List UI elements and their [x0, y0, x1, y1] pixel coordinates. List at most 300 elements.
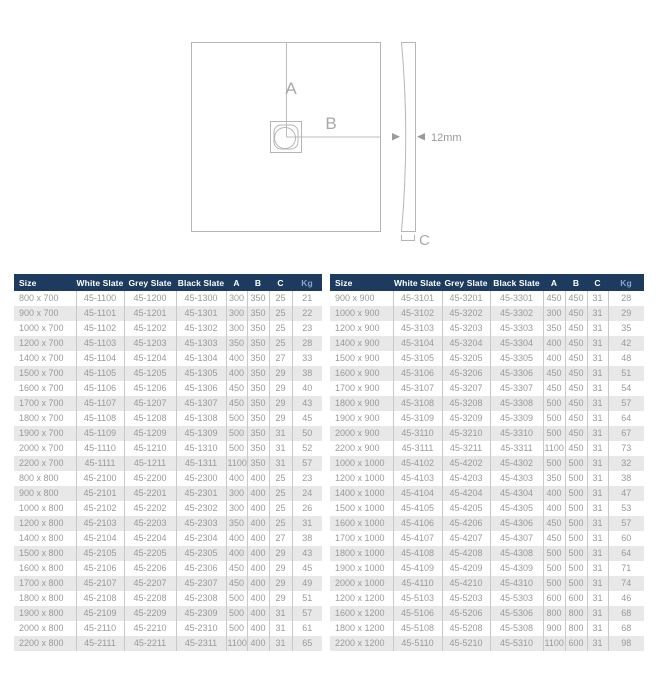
- spec-cell: 45-1307: [176, 396, 226, 411]
- spec-cell: 400: [543, 486, 565, 501]
- spec-cell: 400: [226, 531, 247, 546]
- spec-cell: 1100: [226, 456, 247, 471]
- spec-cell: 45-3211: [442, 441, 490, 456]
- spec-cell: 300: [543, 306, 565, 321]
- col-header-size: Size: [330, 274, 393, 291]
- spec-cell: 45-3302: [490, 306, 543, 321]
- spec-cell: 45-1106: [76, 381, 124, 396]
- size-cell: 1800 x 800: [19, 593, 64, 603]
- spec-cell: 350: [247, 336, 269, 351]
- spec-cell: 500: [226, 411, 247, 426]
- spec-cell: 31: [587, 441, 608, 456]
- size-cell: 1800 x 1200: [335, 623, 385, 633]
- spec-cell: 64: [608, 546, 644, 561]
- col-header-b: B: [565, 274, 587, 291]
- spec-cell: 25: [269, 471, 292, 486]
- spec-cell: 38: [608, 471, 644, 486]
- size-cell: 1200 x 800: [14, 516, 76, 531]
- spec-cell: 400: [247, 561, 269, 576]
- spec-cell: 800: [565, 606, 587, 621]
- spec-cell: 500: [543, 426, 565, 441]
- spec-row: [330, 411, 644, 426]
- spec-cell: 450: [565, 441, 587, 456]
- spec-cell: 31: [587, 366, 608, 381]
- spec-cell: 45-4105: [393, 501, 442, 516]
- size-cell: 1500 x 900: [335, 353, 380, 363]
- spec-table-right-header: [330, 274, 644, 291]
- spec-cell: 45-3102: [393, 306, 442, 321]
- spec-cell: 45-3202: [442, 306, 490, 321]
- spec-row: [330, 606, 644, 621]
- spec-cell: 45-2201: [124, 486, 176, 501]
- spec-cell: 45-3106: [393, 366, 442, 381]
- spec-cell: 500: [565, 456, 587, 471]
- spec-cell: 60: [608, 531, 644, 546]
- spec-cell: 45-2303: [176, 516, 226, 531]
- spec-cell: 29: [269, 381, 292, 396]
- spec-cell: 450: [226, 576, 247, 591]
- size-cell: 1200 x 700: [14, 336, 76, 351]
- spec-cell: 31: [587, 546, 608, 561]
- col-header-grey-slate: Grey Slate: [124, 274, 176, 291]
- spec-cell: 45-1201: [124, 306, 176, 321]
- spec-cell: 31: [269, 456, 292, 471]
- spec-cell: 45-3307: [490, 381, 543, 396]
- spec-row: [14, 396, 322, 411]
- spec-row: [330, 366, 644, 381]
- spec-cell: 45-2211: [124, 636, 176, 651]
- size-cell: 1800 x 700: [19, 413, 64, 423]
- spec-row: [14, 636, 322, 651]
- spec-row: [14, 336, 322, 351]
- spec-row: [330, 486, 644, 501]
- spec-cell: 45-4107: [393, 531, 442, 546]
- spec-cell: 61: [292, 621, 322, 636]
- spec-row: [14, 426, 322, 441]
- spec-cell: 29: [269, 576, 292, 591]
- spec-cell: 300: [226, 291, 247, 306]
- spec-row: [330, 576, 644, 591]
- spec-row: [330, 306, 644, 321]
- spec-cell: 45-2206: [124, 561, 176, 576]
- spec-cell: 45-1101: [76, 306, 124, 321]
- spec-cell: 500: [543, 561, 565, 576]
- size-cell: 1000 x 800: [19, 503, 64, 513]
- size-cell: 900 x 700: [14, 306, 76, 321]
- spec-cell: 600: [565, 636, 587, 651]
- spec-cell: 27: [269, 531, 292, 546]
- spec-cell: 45-2207: [124, 576, 176, 591]
- spec-cell: 45-1303: [176, 336, 226, 351]
- spec-cell: 400: [247, 486, 269, 501]
- spec-row: [14, 576, 322, 591]
- spec-cell: 45-2301: [176, 486, 226, 501]
- spec-cell: 45-2308: [176, 591, 226, 606]
- size-cell: 1600 x 1000: [330, 516, 393, 531]
- spec-row: [330, 591, 644, 606]
- size-cell: 1600 x 900: [330, 366, 393, 381]
- spec-row: [330, 471, 644, 486]
- spec-cell: 31: [587, 486, 608, 501]
- spec-cell: 31: [587, 426, 608, 441]
- spec-cell: 400: [247, 576, 269, 591]
- spec-row: [14, 621, 322, 636]
- spec-cell: 25: [269, 501, 292, 516]
- col-header-b: B: [247, 274, 269, 291]
- spec-cell: 46: [608, 591, 644, 606]
- spec-cell: 350: [226, 336, 247, 351]
- spec-cell: 500: [565, 561, 587, 576]
- spec-cell: 350: [247, 291, 269, 306]
- spec-cell: 450: [565, 291, 587, 306]
- col-header-kg: Kg: [608, 274, 644, 291]
- spec-cell: 45-5110: [393, 636, 442, 651]
- spec-cell: 450: [565, 351, 587, 366]
- spec-cell: 45-1302: [176, 321, 226, 336]
- spec-table-right: [330, 274, 644, 651]
- spec-cell: 500: [565, 576, 587, 591]
- spec-cell: 45-1300: [176, 291, 226, 306]
- spec-cell: 45-5203: [442, 591, 490, 606]
- spec-cell: 45-5106: [393, 606, 442, 621]
- size-cell: 1700 x 800: [14, 576, 76, 591]
- spec-cell: 45-1208: [124, 411, 176, 426]
- spec-cell: 45-3310: [490, 426, 543, 441]
- spec-cell: 400: [247, 531, 269, 546]
- spec-cell: 73: [608, 441, 644, 456]
- spec-cell: 45-4202: [442, 456, 490, 471]
- spec-cell: 45-2305: [176, 546, 226, 561]
- size-cell: 1400 x 900: [330, 336, 393, 351]
- spec-cell: 45-1202: [124, 321, 176, 336]
- spec-row: [14, 501, 322, 516]
- spec-cell: 45-5206: [442, 606, 490, 621]
- spec-cell: 450: [565, 321, 587, 336]
- spec-cell: 45-3207: [442, 381, 490, 396]
- arrow-right-icon: [392, 133, 400, 141]
- spec-row: [330, 381, 644, 396]
- spec-cell: 45-1204: [124, 351, 176, 366]
- spec-cell: 45-4109: [393, 561, 442, 576]
- spec-cell: 45-5103: [393, 591, 442, 606]
- spec-cell: 31: [587, 381, 608, 396]
- spec-cell: 45-2309: [176, 606, 226, 621]
- spec-row: [14, 546, 322, 561]
- spec-cell: 350: [226, 516, 247, 531]
- spec-cell: 31: [269, 636, 292, 651]
- spec-cell: 45-3311: [490, 441, 543, 456]
- spec-cell: 45-3305: [490, 351, 543, 366]
- size-cell: 2000 x 800: [19, 623, 64, 633]
- spec-row: [14, 306, 322, 321]
- size-cell: 1900 x 900: [335, 413, 380, 423]
- spec-cell: 65: [292, 636, 322, 651]
- spec-row: [14, 516, 322, 531]
- spec-cell: 45-3301: [490, 291, 543, 306]
- spec-cell: 45-2111: [76, 636, 124, 651]
- spec-cell: 31: [587, 501, 608, 516]
- spec-cell: 28: [292, 336, 322, 351]
- spec-cell: 53: [608, 501, 644, 516]
- spec-cell: 600: [543, 591, 565, 606]
- spec-cell: 45-1210: [124, 441, 176, 456]
- spec-cell: 45-1304: [176, 351, 226, 366]
- spec-cell: 42: [608, 336, 644, 351]
- spec-cell: 31: [292, 516, 322, 531]
- spec-cell: 31: [587, 576, 608, 591]
- spec-cell: 400: [226, 471, 247, 486]
- spec-cell: 350: [247, 381, 269, 396]
- spec-cell: 45-1205: [124, 366, 176, 381]
- spec-cell: 400: [247, 516, 269, 531]
- spec-row: [14, 531, 322, 546]
- spec-cell: 400: [543, 351, 565, 366]
- spec-cell: 29: [269, 366, 292, 381]
- spec-cell: 29: [608, 306, 644, 321]
- spec-cell: 45-4108: [393, 546, 442, 561]
- spec-cell: 45-5306: [490, 606, 543, 621]
- spec-cell: 67: [608, 426, 644, 441]
- spec-cell: 45-2104: [76, 531, 124, 546]
- spec-cell: 45-2208: [124, 591, 176, 606]
- header-row: [330, 274, 644, 291]
- spec-cell: 1100: [543, 441, 565, 456]
- size-cell: 1000 x 1000: [330, 456, 393, 471]
- spec-cell: 45-1109: [76, 426, 124, 441]
- col-header-size: Size: [14, 274, 76, 291]
- spec-cell: 45-4207: [442, 531, 490, 546]
- spec-cell: 57: [292, 606, 322, 621]
- spec-cell: 45-2307: [176, 576, 226, 591]
- spec-cell: 45-2106: [76, 561, 124, 576]
- spec-cell: 45-4110: [393, 576, 442, 591]
- spec-cell: 400: [247, 606, 269, 621]
- spec-cell: 45-1100: [76, 291, 124, 306]
- spec-cell: 45-2203: [124, 516, 176, 531]
- size-cell: 2000 x 1000: [330, 576, 393, 591]
- spec-cell: 450: [543, 516, 565, 531]
- spec-cell: 45-4210: [442, 576, 490, 591]
- spec-cell: 45-2200: [124, 471, 176, 486]
- spec-cell: 45-3105: [393, 351, 442, 366]
- spec-cell: 45-1308: [176, 411, 226, 426]
- spec-row: [330, 621, 644, 636]
- spec-cell: 350: [543, 471, 565, 486]
- spec-cell: 45-4209: [442, 561, 490, 576]
- spec-cell: 54: [608, 381, 644, 396]
- spec-row: [14, 471, 322, 486]
- spec-cell: 31: [587, 561, 608, 576]
- spec-cell: 45-5310: [490, 636, 543, 651]
- spec-cell: 500: [565, 486, 587, 501]
- spec-cell: 31: [587, 621, 608, 636]
- spec-cell: 350: [247, 351, 269, 366]
- dim-b-label: B: [325, 114, 337, 133]
- spec-cell: 45-1310: [176, 441, 226, 456]
- spec-cell: 25: [269, 486, 292, 501]
- spec-cell: 45-2103: [76, 516, 124, 531]
- spec-cell: 45-4304: [490, 486, 543, 501]
- spec-row: [14, 441, 322, 456]
- spec-cell: 450: [565, 336, 587, 351]
- spec-cell: 45-4205: [442, 501, 490, 516]
- col-header-a: A: [543, 274, 565, 291]
- spec-cell: 33: [292, 351, 322, 366]
- spec-cell: 500: [543, 546, 565, 561]
- spec-cell: 600: [565, 591, 587, 606]
- spec-cell: 45-1209: [124, 426, 176, 441]
- spec-cell: 450: [543, 531, 565, 546]
- spec-cell: 1100: [543, 636, 565, 651]
- spec-cell: 450: [543, 381, 565, 396]
- spec-cell: 45-1206: [124, 381, 176, 396]
- size-cell: 1600 x 800: [19, 563, 64, 573]
- spec-cell: 500: [565, 516, 587, 531]
- spec-cell: 29: [269, 411, 292, 426]
- spec-row: [14, 321, 322, 336]
- spec-cell: 450: [565, 411, 587, 426]
- spec-cell: 800: [565, 621, 587, 636]
- spec-cell: 45-3203: [442, 321, 490, 336]
- size-cell: 1000 x 700: [19, 323, 64, 333]
- spec-cell: 68: [608, 606, 644, 621]
- spec-cell: 45-2304: [176, 531, 226, 546]
- spec-cell: 45-3210: [442, 426, 490, 441]
- spec-cell: 57: [608, 516, 644, 531]
- size-cell: 1200 x 1200: [335, 593, 385, 603]
- spec-cell: 400: [247, 591, 269, 606]
- col-header-white-slate: White Slate: [76, 274, 124, 291]
- spec-cell: 45-3303: [490, 321, 543, 336]
- size-cell: 1900 x 800: [14, 606, 76, 621]
- col-header-kg: Kg: [292, 274, 322, 291]
- spec-cell: 350: [543, 321, 565, 336]
- spec-row: [14, 411, 322, 426]
- size-cell: 2200 x 900: [335, 443, 380, 453]
- col-header-a: A: [226, 274, 247, 291]
- size-cell: 1600 x 1200: [330, 606, 393, 621]
- size-cell: 1700 x 900: [335, 383, 380, 393]
- spec-cell: 45-4310: [490, 576, 543, 591]
- spec-cell: 31: [587, 531, 608, 546]
- spec-cell: 47: [608, 486, 644, 501]
- spec-row: [14, 606, 322, 621]
- spec-cell: 450: [565, 381, 587, 396]
- spec-cell: 31: [587, 516, 608, 531]
- size-cell: 800 x 800: [19, 473, 59, 483]
- dim-a-label: A: [285, 79, 297, 98]
- spec-cell: 500: [565, 546, 587, 561]
- spec-cell: 45-3201: [442, 291, 490, 306]
- spec-cell: 350: [247, 456, 269, 471]
- size-cell: 1400 x 700: [19, 353, 64, 363]
- spec-cell: 350: [247, 411, 269, 426]
- spec-cell: 45-2300: [176, 471, 226, 486]
- spec-cell: 21: [292, 291, 322, 306]
- size-cell: 1500 x 800: [14, 546, 76, 561]
- spec-table-left-body: [14, 291, 322, 651]
- spec-cell: 45-1105: [76, 366, 124, 381]
- spec-cell: 45-2202: [124, 501, 176, 516]
- spec-cell: 22: [292, 306, 322, 321]
- spec-row: [330, 456, 644, 471]
- spec-cell: 45-1306: [176, 381, 226, 396]
- spec-cell: 350: [247, 306, 269, 321]
- spec-cell: 52: [292, 441, 322, 456]
- spec-cell: 500: [226, 591, 247, 606]
- spec-cell: 45-1102: [76, 321, 124, 336]
- size-cell: 1800 x 1000: [330, 546, 393, 561]
- spec-row: [330, 636, 644, 651]
- spec-cell: 350: [247, 321, 269, 336]
- spec-cell: 31: [587, 306, 608, 321]
- spec-cell: 57: [292, 456, 322, 471]
- spec-cell: 350: [247, 441, 269, 456]
- spec-cell: 400: [226, 546, 247, 561]
- col-header-grey-slate: Grey Slate: [442, 274, 490, 291]
- spec-cell: 31: [587, 606, 608, 621]
- size-cell: 900 x 800: [14, 486, 76, 501]
- spec-cell: 45-3110: [393, 426, 442, 441]
- spec-cell: 500: [543, 411, 565, 426]
- spec-cell: 48: [608, 351, 644, 366]
- size-cell: 1900 x 1000: [335, 563, 385, 573]
- spec-cell: 45-5208: [442, 621, 490, 636]
- spec-cell: 31: [587, 471, 608, 486]
- spec-cell: 31: [587, 291, 608, 306]
- size-cell: 2200 x 1200: [330, 636, 393, 651]
- spec-cell: 45-3103: [393, 321, 442, 336]
- spec-cell: 500: [565, 531, 587, 546]
- spec-row: [14, 381, 322, 396]
- spec-cell: 45-1107: [76, 396, 124, 411]
- spec-cell: 31: [587, 396, 608, 411]
- spec-cell: 74: [608, 576, 644, 591]
- col-header-black-slate: Black Slate: [490, 274, 543, 291]
- size-cell: 1700 x 700: [14, 396, 76, 411]
- spec-row: [330, 336, 644, 351]
- size-cell: 1500 x 1000: [335, 503, 385, 513]
- spec-cell: 64: [608, 411, 644, 426]
- spec-cell: 500: [543, 456, 565, 471]
- spec-cell: 45-2210: [124, 621, 176, 636]
- spec-cell: 26: [292, 501, 322, 516]
- spec-row: [14, 561, 322, 576]
- spec-cell: 27: [269, 351, 292, 366]
- spec-cell: 23: [292, 321, 322, 336]
- spec-cell: 500: [226, 621, 247, 636]
- col-header-c: C: [587, 274, 608, 291]
- spec-cell: 400: [247, 636, 269, 651]
- spec-cell: 45-1104: [76, 351, 124, 366]
- spec-cell: 68: [608, 621, 644, 636]
- spec-cell: 45-3306: [490, 366, 543, 381]
- spec-cell: 450: [565, 426, 587, 441]
- spec-cell: 500: [226, 426, 247, 441]
- size-cell: 800 x 700: [19, 293, 59, 303]
- spec-cell: 45-4309: [490, 561, 543, 576]
- size-cell: 2200 x 700: [14, 456, 76, 471]
- dim-c-label: C: [419, 232, 430, 249]
- spec-cell: 800: [543, 606, 565, 621]
- spec-cell: 40: [292, 381, 322, 396]
- spec-cell: 45-2209: [124, 606, 176, 621]
- spec-cell: 45-1301: [176, 306, 226, 321]
- spec-cell: 45-2310: [176, 621, 226, 636]
- spec-cell: 45-2204: [124, 531, 176, 546]
- col-header-white-slate: White Slate: [393, 274, 442, 291]
- spec-cell: 45-3304: [490, 336, 543, 351]
